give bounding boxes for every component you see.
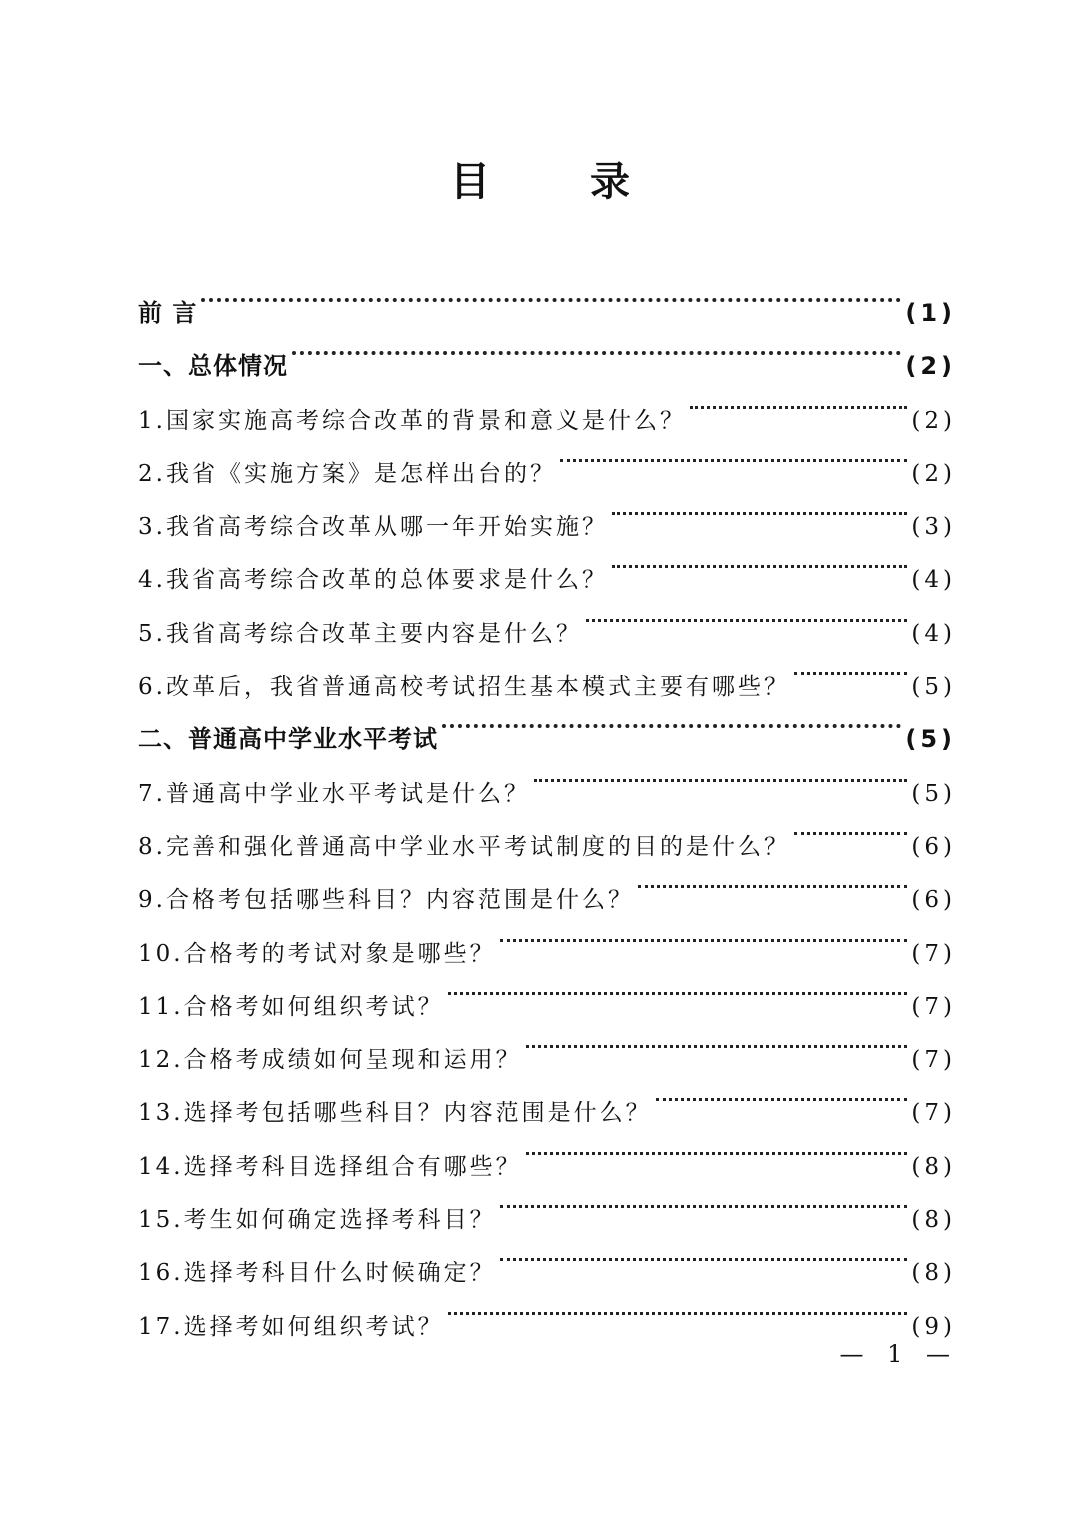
dot-leader [500, 1227, 908, 1280]
dot-leader [526, 1014, 908, 1067]
title-char-2: 录 [590, 158, 630, 205]
toc-entry-label: 7.普通高中学业水平考试是什么？ [138, 780, 530, 807]
toc-entry-page: (7) [911, 993, 956, 1020]
dot-leader [500, 1174, 908, 1227]
dot-leader [794, 801, 907, 854]
toc-entry-page: (1) [905, 299, 956, 327]
toc-entry[interactable] [138, 268, 956, 327]
toc-entry-label: 4.我省高考综合改革的总体要求是什么？ [138, 567, 608, 594]
toc-entry-label: 2.我省《实施方案》是怎样出台的？ [138, 460, 556, 487]
toc-entry-page: (4) [911, 567, 956, 594]
toc-entry-page: (7) [911, 940, 956, 967]
toc-entry-label: 8.完善和强化普通高中学业水平考试制度的目的是什么？ [138, 833, 790, 860]
dot-leader [526, 1121, 908, 1174]
toc-entry-page: (5) [905, 725, 956, 754]
dot-leader [500, 908, 908, 961]
title-char-1: 目 [450, 158, 490, 205]
toc-entry-label: 3.我省高考综合改革从哪一年开始实施？ [138, 514, 608, 541]
toc-entry-label: 9.合格考包括哪些科目？内容范围是什么？ [138, 887, 634, 914]
toc-entry-page: (4) [911, 620, 956, 647]
toc-entry-page: (5) [911, 674, 956, 701]
toc-entry-page: (6) [911, 887, 956, 914]
toc-entry-label: 17.选择考如何组织考试？ [138, 1313, 444, 1340]
table-of-contents [138, 268, 956, 1340]
dot-leader [656, 1067, 908, 1120]
toc-entry-label: 二、普通高中学业水平考试 [138, 725, 438, 754]
toc-entry-page: (2) [905, 352, 956, 381]
dot-leader [638, 854, 907, 907]
toc-entry-label: 10.合格考的考试对象是哪些？ [138, 940, 496, 967]
toc-entry-page: (2) [911, 407, 956, 434]
toc-entry[interactable] [138, 321, 956, 381]
toc-entry-page: (3) [911, 514, 956, 541]
toc-entry-page: (2) [911, 460, 956, 487]
toc-entry-page: (8) [911, 1153, 956, 1180]
dot-leader [560, 428, 907, 481]
toc-entry-page: (8) [911, 1260, 956, 1287]
toc-entry-label: 11.合格考如何组织考试？ [138, 993, 444, 1020]
dot-leader [586, 588, 907, 641]
toc-entry-label: 13.选择考包括哪些科目？内容范围是什么？ [138, 1100, 652, 1127]
dot-leader [442, 694, 901, 747]
toc-entry-page: (9) [911, 1313, 956, 1340]
dot-leader [292, 321, 901, 374]
toc-entry-label: 前 言 [138, 299, 198, 327]
toc-entry-page: (6) [911, 833, 956, 860]
toc-entry-label: 12.合格考成绩如何呈现和运用？ [138, 1047, 522, 1074]
toc-entry-label: 1.国家实施高考综合改革的背景和意义是什么？ [138, 407, 686, 434]
dot-leader [448, 961, 908, 1014]
dot-leader [534, 748, 907, 801]
toc-entry-label: 14.选择考科目选择组合有哪些？ [138, 1153, 522, 1180]
dot-leader [201, 268, 901, 321]
toc-entry-label: 6.改革后，我省普通高校考试招生基本模式主要有哪些？ [138, 674, 790, 701]
dot-leader [448, 1281, 908, 1334]
dot-leader [612, 481, 907, 534]
dot-leader [612, 534, 907, 587]
toc-entry-page: (5) [911, 780, 956, 807]
dot-leader [794, 641, 907, 694]
page-title [0, 150, 1080, 207]
toc-entry-label: 16.选择考科目什么时候确定？ [138, 1260, 496, 1287]
toc-entry-label: 15.考生如何确定选择考科目？ [138, 1207, 496, 1234]
toc-entry-label: 5.我省高考综合改革主要内容是什么？ [138, 620, 582, 647]
toc-entry-page: (7) [911, 1047, 956, 1074]
toc-entry-page: (7) [911, 1100, 956, 1127]
toc-entry-page: (8) [911, 1207, 956, 1234]
page-number: — 1 — [839, 1340, 958, 1368]
dot-leader [690, 375, 907, 428]
toc-entry-label: 一、总体情况 [138, 352, 288, 381]
